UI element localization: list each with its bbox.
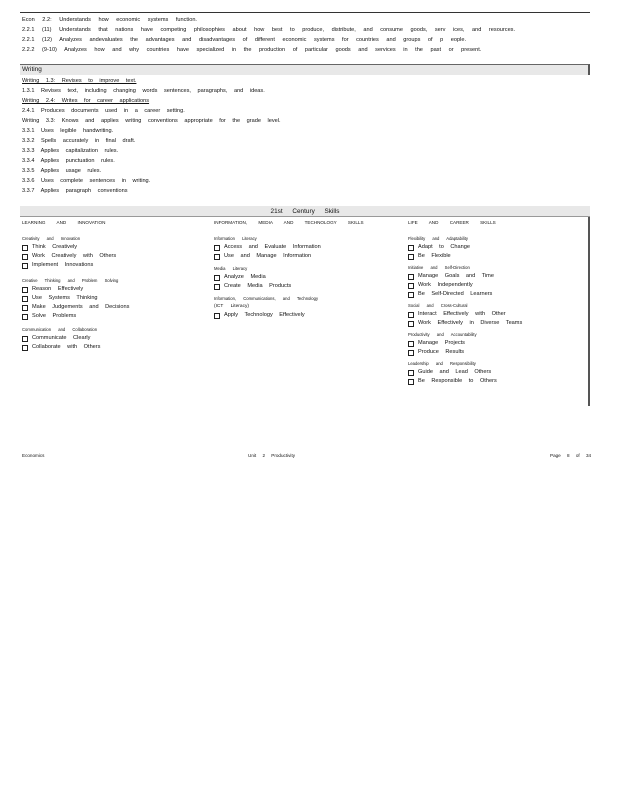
checkbox[interactable]	[22, 314, 28, 320]
skill-label: Create Media Products	[224, 283, 292, 289]
skill-item	[214, 243, 404, 252]
standard-line: 2.2.2 (9-10) Analyzes how and why countries have specialized in the production of particular goods and services in the past or present.	[22, 47, 482, 53]
footer-unit: Unit 2 Productivity	[248, 453, 296, 458]
skill-label: Collaborate with Others	[32, 344, 101, 350]
skill-label: Think Creatively	[32, 244, 78, 250]
skill-item	[22, 261, 212, 270]
checkbox[interactable]	[408, 283, 414, 289]
checkbox[interactable]	[408, 321, 414, 327]
checkbox[interactable]	[408, 350, 414, 356]
skill-label: Manage Projects	[418, 340, 465, 346]
group-title: Social and Cross-Cultural	[408, 303, 468, 308]
checkbox[interactable]	[22, 336, 28, 342]
checkbox[interactable]	[408, 379, 414, 385]
skill-item	[408, 377, 598, 386]
checkbox[interactable]	[214, 254, 220, 260]
group-title: Creative Thinking and Problem Solving	[22, 278, 119, 283]
writing-line: 3.3.7 Applies paragraph conventions	[22, 188, 128, 194]
group-title: Creativity and Innovation	[22, 236, 81, 241]
group-title: Information Literacy	[214, 236, 257, 241]
footer-page-number: Page 8 of 34	[550, 453, 592, 458]
skill-item	[408, 319, 598, 328]
group-title: Productivity and Accountability	[408, 332, 477, 337]
skills-column-learning	[22, 232, 212, 352]
skill-item	[408, 252, 598, 261]
column-heading-learning: LEARNING AND INNOVATION	[22, 220, 106, 225]
skill-label: Manage Goals and Time	[418, 273, 494, 279]
writing-line: 3.3.5 Applies usage rules.	[22, 168, 102, 174]
checkbox[interactable]	[408, 341, 414, 347]
skill-label: Analyze Media	[224, 274, 266, 280]
skill-label: Communicate Clearly	[32, 335, 91, 341]
checkbox[interactable]	[22, 254, 28, 260]
skill-label: Apply Technology Effectively	[224, 312, 305, 318]
skill-item	[214, 252, 404, 261]
skill-item	[22, 303, 212, 312]
skill-label: Work Effectively in Diverse Teams	[418, 320, 523, 326]
skill-item	[22, 285, 212, 294]
skill-item	[214, 282, 404, 291]
skill-label: Guide and Lead Others	[418, 369, 492, 375]
skill-label: Adapt to Change	[418, 244, 470, 250]
checkbox[interactable]	[22, 287, 28, 293]
standard-line: 2.2.1 (12) Analyzes andevaluates the advantages and disadvantages of different economic systems for countries and groups of p eople.	[22, 37, 467, 43]
skill-label: Produce Results	[418, 349, 465, 355]
writing-line: 1.3.1 Revises text, including changing words sentences, paragraphs, and ideas.	[22, 88, 265, 94]
group-title: Media Literacy	[214, 266, 248, 271]
checkbox[interactable]	[22, 345, 28, 351]
checkbox[interactable]	[22, 263, 28, 269]
skill-label: Work Creatively with Others	[32, 253, 117, 259]
skills-title: 21st Century Skills	[20, 206, 590, 217]
column-heading-information: INFORMATION, MEDIA AND TECHNOLOGY SKILLS	[214, 220, 364, 225]
skill-item	[408, 290, 598, 299]
skill-label: Access and Evaluate Information	[224, 244, 321, 250]
group-title: Leadership and Responsibility	[408, 361, 476, 366]
skill-label: Work Independently	[418, 282, 473, 288]
checkbox[interactable]	[214, 275, 220, 281]
top-rule	[20, 12, 590, 13]
checkbox[interactable]	[408, 292, 414, 298]
skill-item	[408, 310, 598, 319]
skill-label: Be Flexible	[418, 253, 451, 259]
skill-label: Make Judgements and Decisions	[32, 304, 130, 310]
writing-line: 3.3.4 Applies punctuation rules.	[22, 158, 115, 164]
skill-item	[408, 281, 598, 290]
skill-item	[22, 243, 212, 252]
group-title: Information, Communications, and Technology	[214, 296, 319, 301]
checkbox[interactable]	[22, 296, 28, 302]
skill-item	[22, 252, 212, 261]
skill-item	[214, 273, 404, 282]
writing-line: 2.4.1 Produces documents used in a career setting.	[22, 108, 185, 114]
standard-line: Econ 2.2: Understands how economic systems function.	[22, 17, 197, 23]
writing-line: Writing 2.4: Writes for career applications	[22, 98, 150, 104]
column-heading-life-career: LIFE AND CAREER SKILLS	[408, 220, 496, 225]
group-subtitle: (ICT Literacy)	[214, 304, 249, 309]
checkbox[interactable]	[214, 284, 220, 290]
skill-label: Reason Effectively	[32, 286, 84, 292]
skill-label: Be Self-Directed Learners	[418, 291, 493, 297]
writing-list	[22, 76, 590, 196]
skill-item	[408, 368, 598, 377]
writing-section-header: Writing	[20, 64, 590, 75]
checkbox[interactable]	[408, 254, 414, 260]
skill-item	[408, 272, 598, 281]
standards-list	[22, 15, 590, 55]
skill-item	[408, 243, 598, 252]
checkbox[interactable]	[408, 245, 414, 251]
skill-item	[408, 339, 598, 348]
skills-column-information	[214, 232, 404, 320]
skills-column-life-career	[408, 232, 598, 386]
checkbox[interactable]	[214, 313, 220, 319]
checkbox[interactable]	[408, 274, 414, 280]
skill-label: Interact Effectively with Other	[418, 311, 506, 317]
standard-line: 2.2.1 (11) Understands that nations have competing philosophies about how best to produce, distribute, and consume goods, serv ices, and resources.	[22, 27, 516, 33]
checkbox[interactable]	[214, 245, 220, 251]
skill-label: Use Systems Thinking	[32, 295, 98, 301]
checkbox[interactable]	[22, 245, 28, 251]
writing-line: 3.3.2 Spells accurately in final draft.	[22, 138, 136, 144]
writing-line: Writing 1.3: Revises to improve text.	[22, 78, 137, 84]
writing-line: 3.3.1 Uses legible handwriting.	[22, 128, 114, 134]
skill-item	[22, 312, 212, 321]
writing-line: 3.3.6 Uses complete sentences in writing.	[22, 178, 151, 184]
skill-label: Be Responsible to Others	[418, 378, 497, 384]
checkbox[interactable]	[408, 312, 414, 318]
writing-line: 3.3.3 Applies capitalization rules.	[22, 148, 119, 154]
group-title: Initiative and Self-Direction	[408, 265, 470, 270]
group-title: Communication and Collaboration	[22, 327, 98, 332]
writing-line: Writing 3.3: Knows and applies writing conventions appropriate for the grade level.	[22, 118, 281, 124]
skill-label: Solve Problems	[32, 313, 77, 319]
skill-item	[214, 311, 404, 320]
skill-item	[22, 294, 212, 303]
footer-course: Economics	[22, 453, 45, 458]
group-title: Flexibility and Adaptability	[408, 236, 468, 241]
skill-item	[22, 343, 212, 352]
checkbox[interactable]	[408, 370, 414, 376]
skill-item	[22, 334, 212, 343]
skill-label: Use and Manage Information	[224, 253, 312, 259]
checkbox[interactable]	[22, 305, 28, 311]
skill-label: Implement Innovations	[32, 262, 94, 268]
skill-item	[408, 348, 598, 357]
